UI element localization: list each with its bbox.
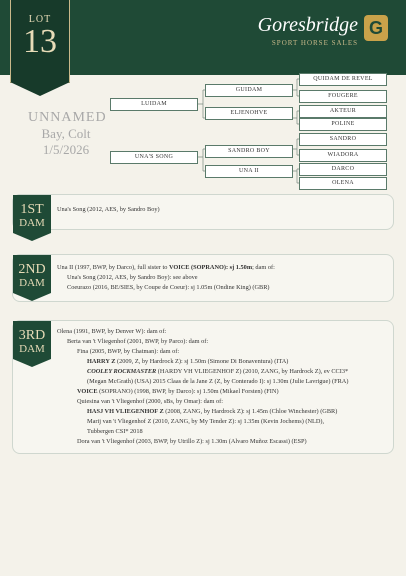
lot-label: LOT: [28, 14, 52, 25]
lot-number: 13: [23, 23, 57, 60]
third-dam-line-11: Tubbergen CSI* 2018: [87, 428, 143, 435]
horse-dob: 1/5/2026: [42, 142, 90, 157]
pedigree-ggp-1: QUIDAM DE REVEL: [299, 73, 387, 86]
third-dam-line-1: Olena (1991, BWP, by Denver W): dam of:: [57, 328, 167, 335]
third-dam-line-6: (Megan McGrath) (USA) 2015 Claas de la Jane Z (Z, by Conterado I): sj 1.30m (Julie Lavrigue) (FRA): [87, 378, 349, 385]
first-dam-text: Una's Song (2012, AES, by Sandro Boy): [57, 206, 160, 213]
third-dam-line-4: HARRY Z (2009, Z, by Hardrock Z): sj 1.50m (Simone Di Bonaventura) (ITA): [87, 358, 289, 365]
first-dam-badge-label: DAM: [19, 217, 45, 229]
second-dam-badge-label: DAM: [19, 277, 45, 289]
pedigree-ggp-3: AKTEUR: [299, 105, 387, 118]
third-dam-line-5: COOLEY ROCKMASTER (HARDY VH VLIEGENHOF Z) (2010, ZANG, by Hardrock Z), ev CCI3*: [87, 368, 349, 375]
second-dam-section: [12, 254, 394, 302]
third-dam-line-12: Dora van 't Vliegenhof (2003, BWP, by Utrillo Z): sj 1.30m (Alvaro Muñoz Escassi) (ESP): [77, 438, 307, 445]
pedigree-ggp-8: OLENA: [299, 177, 387, 190]
pedigree-sire-dam: ELJENOHVE: [205, 107, 293, 120]
third-dam-text: [57, 327, 387, 447]
third-dam-line-8: Quiesina van 't Vliegenhof (2000, sBs, by Omar): dam of:: [77, 398, 223, 405]
pedigree-ggp-7: DARCO: [299, 163, 387, 176]
second-dam-line-2: Una's Song (2012, AES, by Sandro Boy): see above: [67, 274, 198, 281]
third-dam-line-9: HASJ VH VLIEGENHOF Z (2008, ZANG, by Hardrock Z): sj 1.45m (Chloe Winchester) (GBR): [87, 408, 338, 415]
horse-description: Bay, Colt: [41, 126, 91, 141]
second-dam-badge: [13, 255, 51, 293]
pedigree-dam-dam: UNA II: [205, 165, 293, 178]
third-dam-badge-num: 3RD: [18, 328, 46, 343]
brand-g-icon: G: [364, 15, 388, 41]
pedigree-ggp-2: FOUGERE: [299, 90, 387, 103]
pedigree-dam: UNA'S SONG: [110, 151, 198, 164]
pedigree-ggp-4: POLINE: [299, 118, 387, 131]
first-dam-badge-num: 1ST: [20, 202, 44, 217]
third-dam-line-10: Marij van 't Vliegenhof Z (2010, ZANG, by My Tender Z): sj 1.35m (Kevin Jochems) (NLD),: [87, 418, 325, 425]
pedigree-ggp-6: WIADORA: [299, 149, 387, 162]
third-dam-section: [12, 320, 394, 454]
second-dam-text: [57, 263, 387, 293]
third-dam-line-7: VOICE (SOPRANO) (1998, BWP, by Darco): sj 1.50m (Mikael Forsten) (FIN): [77, 388, 279, 395]
pedigree-ggp-5: SANDRO: [299, 133, 387, 146]
brand-subtitle: SPORT HORSE SALES: [271, 39, 358, 47]
third-dam-line-2: Berta van 't Vliegenhof (2001, BWP, by Parco): dam of:: [67, 338, 209, 345]
third-dam-badge: [13, 321, 51, 359]
pedigree-dam-sire: SANDRO BOY: [205, 145, 293, 158]
pedigree-sire-sire: GUIDAM: [205, 84, 293, 97]
second-dam-line-3: Coeurazo (2016, BE/SIES, by Coupe de Coeur): sj 1.05m (Ondine King) (GBR): [67, 284, 270, 291]
pedigree-sire: LUIDAM: [110, 98, 198, 111]
second-dam-badge-num: 2ND: [18, 262, 46, 277]
first-dam-badge: [13, 195, 51, 233]
second-dam-line-1: Una II (1997, BWP, by Darco), full sister to VOICE (SOPRANO): sj 1.50m; dam of:: [57, 264, 275, 271]
first-dam-section: [12, 194, 394, 230]
third-dam-line-3: Fina (2005, BWP, by Chatman): dam of:: [77, 348, 180, 355]
horse-name: UNNAMED: [28, 110, 107, 125]
third-dam-badge-label: DAM: [19, 343, 45, 355]
brand-name: Goresbridge: [257, 14, 358, 36]
